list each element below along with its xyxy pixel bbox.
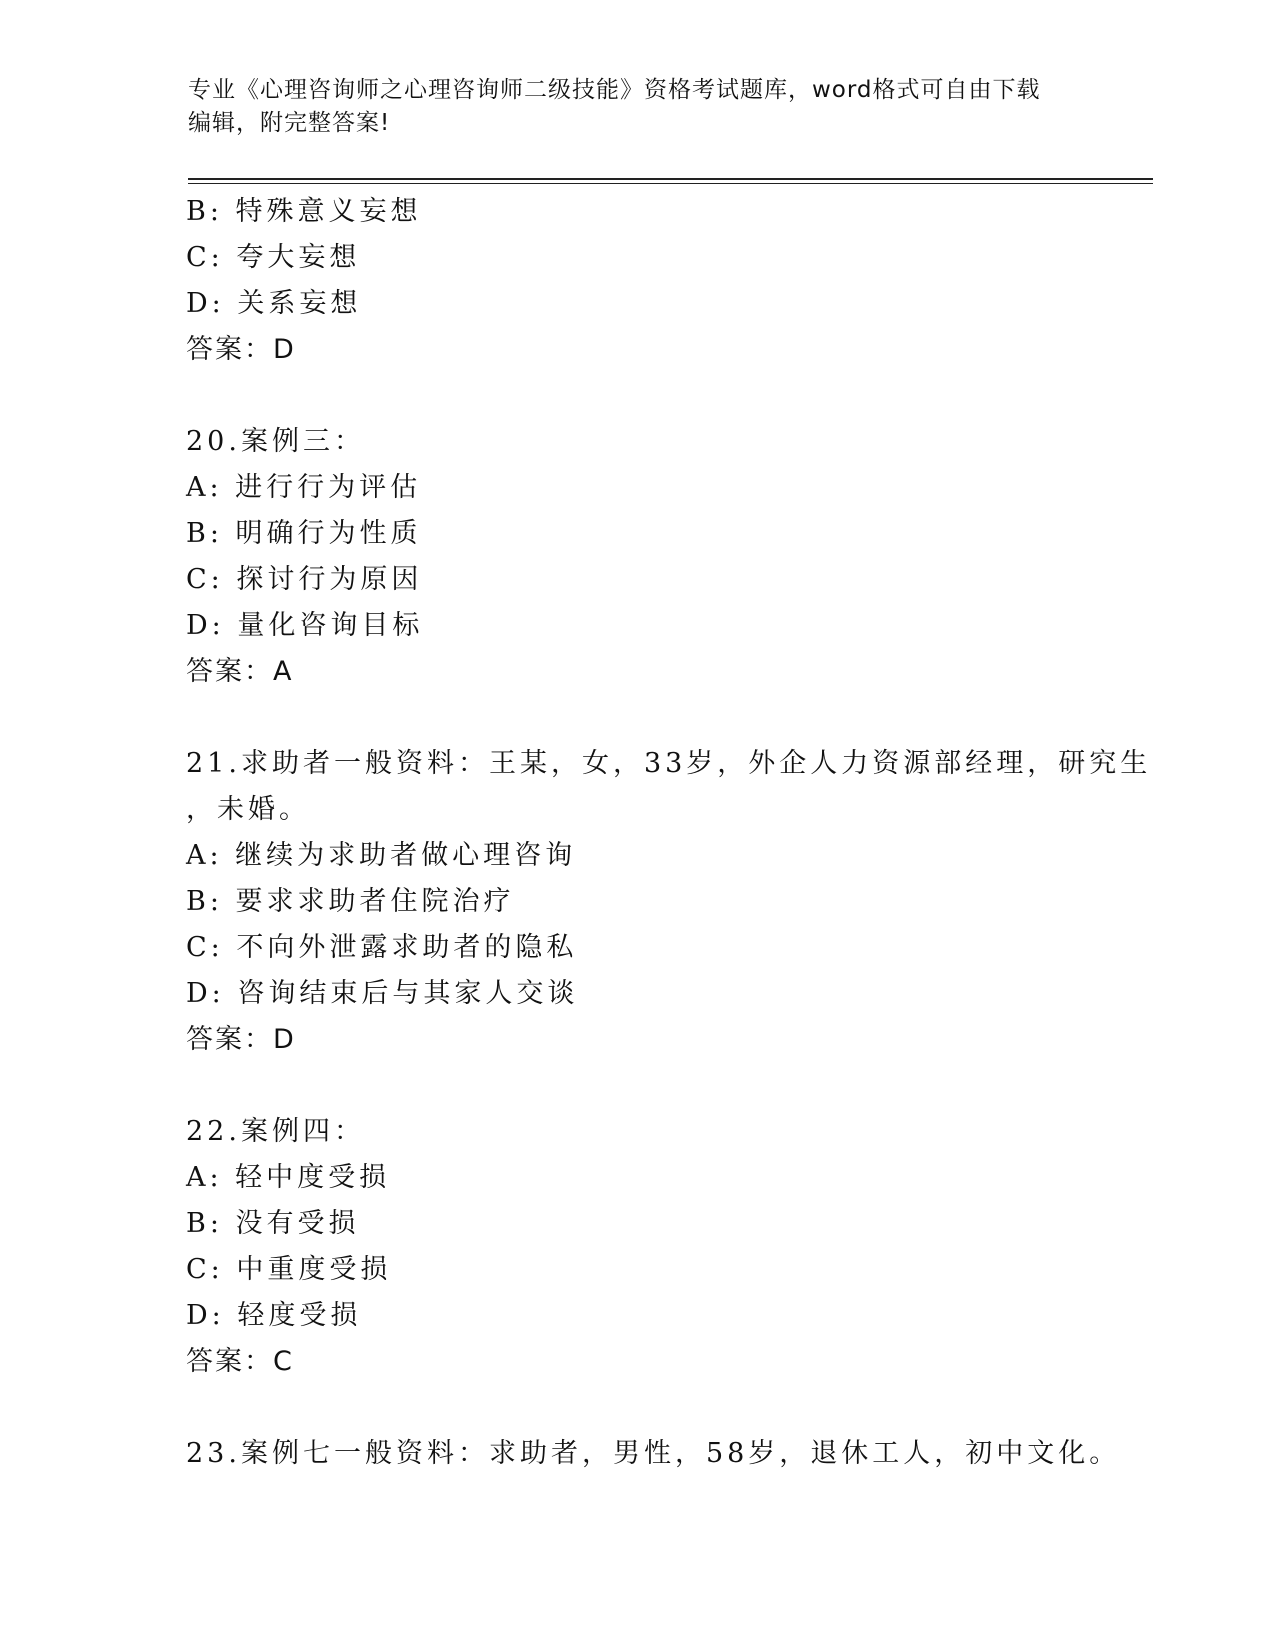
- question-stem: 20.案例三：: [186, 426, 365, 457]
- header-line-2: 编辑，附完整答案!: [188, 110, 391, 136]
- answer-line: 答案：D: [186, 1024, 296, 1055]
- answer-line: 答案：C: [186, 1346, 294, 1377]
- question-23: [186, 1431, 1121, 1477]
- option-b: B: 要求求助者住院治疗: [186, 886, 515, 917]
- header-line-1: 专业《心理咨询师之心理咨询师二级技能》资格考试题库，word格式可自由下载: [188, 77, 1041, 103]
- option-c: C: 不向外泄露求助者的隐私: [186, 932, 578, 963]
- option-c: C: 夸大妄想: [186, 242, 361, 273]
- option-d: D: 咨询结束后与其家人交谈: [186, 978, 579, 1009]
- option-c: C: 探讨行为原因: [186, 564, 423, 595]
- header-rule-thick: [188, 178, 1153, 180]
- option-b: B: 没有受损: [186, 1208, 360, 1239]
- option-c: C: 中重度受损: [186, 1254, 392, 1285]
- question-21: [186, 741, 1152, 1063]
- question-19-partial: [186, 189, 1106, 373]
- question-stem: 22.案例四：: [186, 1116, 365, 1147]
- question-stem-line-1: 21.求助者一般资料：王某，女，33岁，外企人力资源部经理，研究生: [186, 748, 1152, 779]
- option-b: B: 明确行为性质: [186, 518, 422, 549]
- question-22: [186, 1109, 1106, 1385]
- question-list: [186, 189, 1152, 1477]
- question-stem: 23.案例七一般资料：求助者，男性，58岁，退休工人，初中文化。: [186, 1438, 1121, 1469]
- option-d: D: 量化咨询目标: [186, 610, 424, 641]
- option-a: A: 进行行为评估: [186, 472, 422, 503]
- option-d: D: 轻度受损: [186, 1300, 362, 1331]
- option-b: B: 特殊意义妄想: [186, 196, 422, 227]
- option-a: A: 轻中度受损: [186, 1162, 391, 1193]
- answer-line: 答案：D: [186, 334, 296, 365]
- document-header: [188, 74, 1088, 140]
- header-rule-thin: [188, 183, 1153, 184]
- option-a: A: 继续为求助者做心理咨询: [186, 840, 577, 871]
- option-d: D: 关系妄想: [186, 288, 362, 319]
- question-stem-line-2: ，未婚。: [186, 794, 310, 825]
- question-20: [186, 419, 1106, 695]
- answer-line: 答案：A: [186, 656, 294, 687]
